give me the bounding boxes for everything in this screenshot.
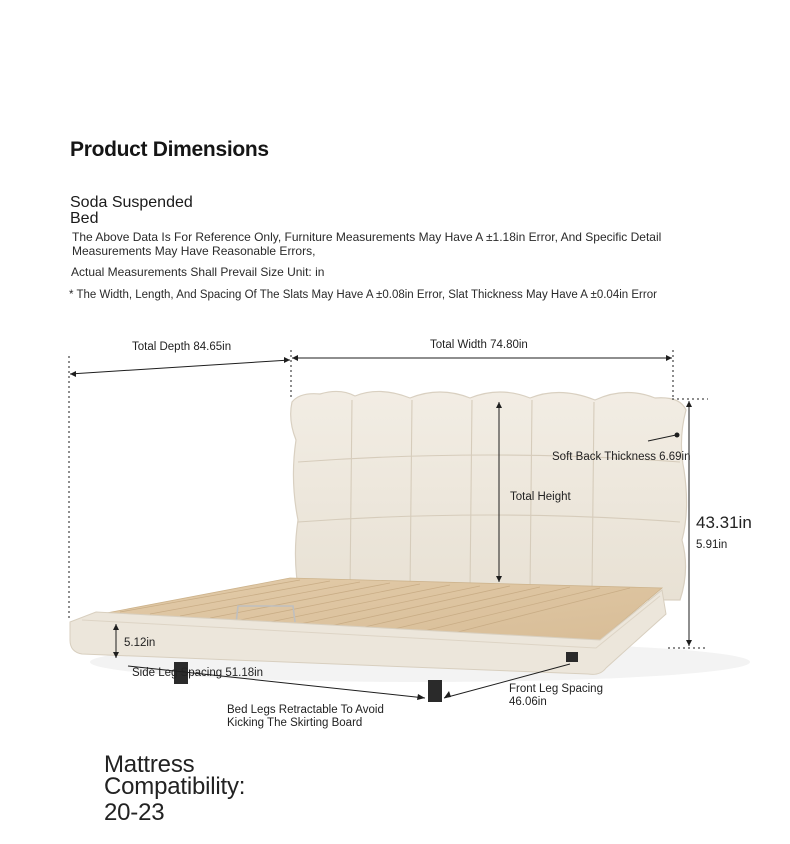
note-line-2: Measurements May Have Reasonable Errors,	[72, 244, 316, 258]
legs-note-line1: Bed Legs Retractable To Avoid	[227, 704, 384, 716]
height-value-label: 43.31in	[696, 513, 752, 532]
product-name-line1: Soda Suspended	[70, 194, 193, 211]
soft-back-thickness-label: Soft Back Thickness 6.69in	[552, 451, 691, 463]
side-leg-spacing-label: Side Leg Spacing 51.18in	[132, 667, 264, 679]
height-small-label: 5.91in	[696, 539, 728, 551]
page-title: Product Dimensions	[70, 138, 269, 161]
legs-retractable-note	[227, 704, 384, 730]
note-line-4: * The Width, Length, And Spacing Of The Slats May Have A ±0.08in Error, Slat Thickness May Have A ±0.04in Error	[69, 289, 657, 301]
front-leg-spacing-label	[509, 683, 603, 709]
front-leg-spacing-line2: 46.06in	[509, 696, 547, 708]
note-line-1: The Above Data Is For Reference Only, Furniture Measurements May Have A ±1.18in Error, And Specific Detail	[72, 230, 662, 244]
total-depth-label: Total Depth 84.65in	[132, 341, 232, 353]
total-width-label: Total Width 74.80in	[430, 339, 528, 351]
mattress-compatibility	[104, 751, 246, 826]
bed-leg-front	[428, 680, 442, 702]
front-leg-spacing-line1: Front Leg Spacing	[509, 683, 603, 695]
bed-leg-right	[566, 652, 578, 662]
mattress-line1: Mattress	[104, 751, 195, 778]
mattress-line3: 20-23	[104, 799, 165, 826]
frame-height-label: 5.12in	[124, 637, 156, 649]
mattress-line2: Compatibility:	[104, 773, 246, 800]
product-name-line2: Bed	[70, 210, 99, 227]
note-line-3: Actual Measurements Shall Prevail Size Unit: in	[71, 265, 325, 279]
legs-note-line2: Kicking The Skirting Board	[227, 717, 363, 729]
total-height-label: Total Height	[510, 491, 571, 503]
